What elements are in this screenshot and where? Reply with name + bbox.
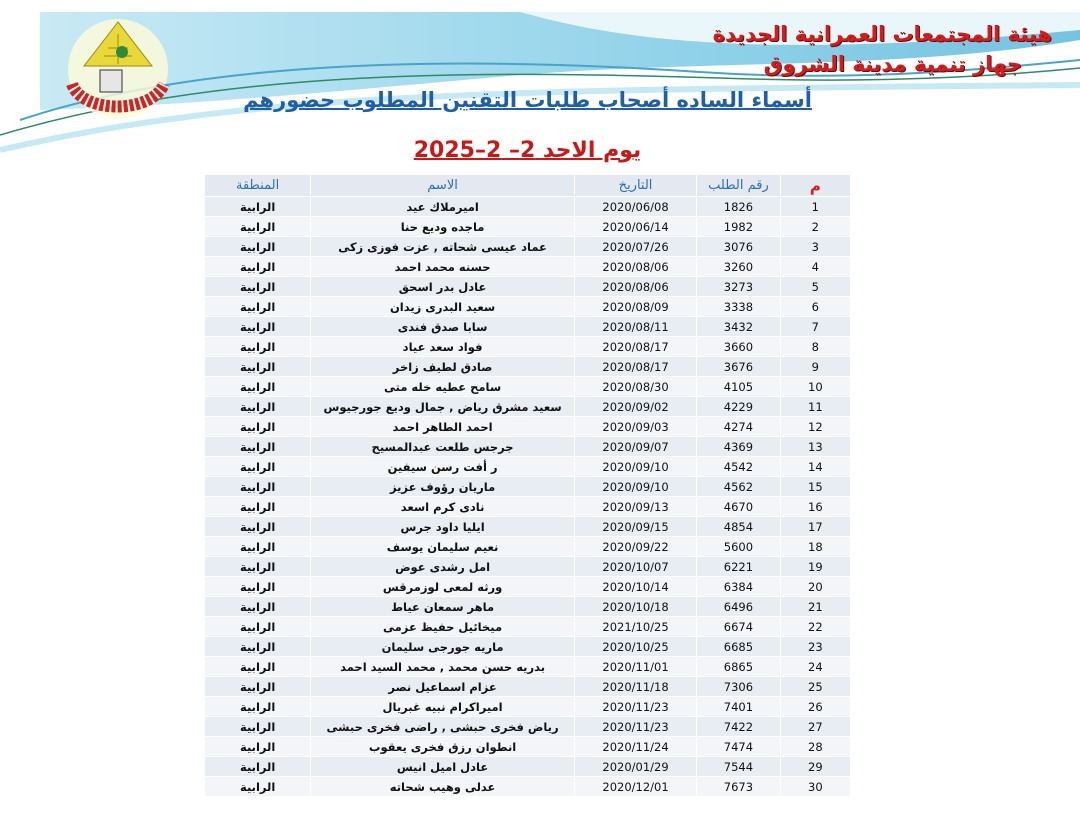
request-number-cell: 6865 <box>697 657 780 677</box>
area-cell: الرابية <box>205 697 311 717</box>
row-index-cell: 7 <box>780 317 850 337</box>
request-date-cell: 2020/06/14 <box>574 217 696 237</box>
applicant-name-cell: عادل بدر اسحق <box>311 277 575 297</box>
applicant-name-cell: سعيد مشرق رياض , جمال وديع جورجيوس <box>311 397 575 417</box>
row-index-cell: 9 <box>780 357 850 377</box>
row-index-cell: 13 <box>780 437 850 457</box>
area-cell: الرابية <box>205 217 311 237</box>
applicant-name-cell: عدلى وهيب شحاته <box>311 777 575 797</box>
applicant-name-cell: ماريه جورجى سليمان <box>311 637 575 657</box>
request-date-cell: 2020/09/10 <box>574 477 696 497</box>
request-date-cell: 2021/10/25 <box>574 617 696 637</box>
table-row <box>205 457 851 477</box>
table-row <box>205 717 851 737</box>
request-number-cell: 7401 <box>697 697 780 717</box>
request-number-cell: 3432 <box>697 317 780 337</box>
request-date-cell: 2020/10/25 <box>574 637 696 657</box>
table-row <box>205 337 851 357</box>
applicant-name-cell: سعيد البدرى زيدان <box>311 297 575 317</box>
request-date-cell: 2020/10/14 <box>574 577 696 597</box>
request-number-cell: 7544 <box>697 757 780 777</box>
request-date-cell: 2020/11/01 <box>574 657 696 677</box>
area-cell: الرابية <box>205 477 311 497</box>
row-index-cell: 28 <box>780 737 850 757</box>
request-date-cell: 2020/08/11 <box>574 317 696 337</box>
request-number-cell: 3660 <box>697 337 780 357</box>
applicant-name-cell: جرجس طلعت عبدالمسيح <box>311 437 575 457</box>
area-cell: الرابية <box>205 457 311 477</box>
request-date-cell: 2020/08/06 <box>574 277 696 297</box>
applicant-name-cell: نادى كرم اسعد <box>311 497 575 517</box>
row-index-cell: 4 <box>780 257 850 277</box>
request-number-cell: 6384 <box>697 577 780 597</box>
applicant-name-cell: ماريان رؤوف عزيز <box>311 477 575 497</box>
table-row <box>205 217 851 237</box>
applicant-name-cell: بدريه حسن محمد , محمد السيد احمد <box>311 657 575 677</box>
row-index-cell: 10 <box>780 377 850 397</box>
area-cell: الرابية <box>205 737 311 757</box>
request-date-cell: 2020/08/17 <box>574 337 696 357</box>
table-row <box>205 377 851 397</box>
table-row <box>205 257 851 277</box>
request-date-cell: 2020/10/18 <box>574 597 696 617</box>
request-number-cell: 1826 <box>697 197 780 217</box>
request-date-cell: 2020/12/01 <box>574 777 696 797</box>
applicants-table <box>204 174 851 797</box>
applicant-name-cell: عزام اسماعيل نصر <box>311 677 575 697</box>
row-index-cell: 21 <box>780 597 850 617</box>
request-number-cell: 5600 <box>697 537 780 557</box>
area-cell: الرابية <box>205 677 311 697</box>
table-row <box>205 777 851 797</box>
table-row <box>205 597 851 617</box>
applicant-name-cell: اميراكرام نبيه غبريال <box>311 697 575 717</box>
request-number-cell: 4670 <box>697 497 780 517</box>
request-number-cell: 4562 <box>697 477 780 497</box>
area-cell: الرابية <box>205 257 311 277</box>
request-number-cell: 4274 <box>697 417 780 437</box>
request-date-cell: 2020/08/30 <box>574 377 696 397</box>
request-number-cell: 3273 <box>697 277 780 297</box>
row-index-cell: 6 <box>780 297 850 317</box>
table-row <box>205 577 851 597</box>
request-date-cell: 2020/09/13 <box>574 497 696 517</box>
row-index-cell: 11 <box>780 397 850 417</box>
area-cell: الرابية <box>205 657 311 677</box>
request-number-cell: 7673 <box>697 777 780 797</box>
request-date-cell: 2020/09/15 <box>574 517 696 537</box>
table-row <box>205 297 851 317</box>
applicant-name-cell: امل رشدى عوض <box>311 557 575 577</box>
row-index-cell: 25 <box>780 677 850 697</box>
row-index-cell: 5 <box>780 277 850 297</box>
applicant-name-cell: فواد سعد عياد <box>311 337 575 357</box>
column-header-date: التاريخ <box>574 175 696 197</box>
area-cell: الرابية <box>205 757 311 777</box>
area-cell: الرابية <box>205 197 311 217</box>
request-number-cell: 3676 <box>697 357 780 377</box>
applicant-name-cell: ماهر سمعان عياط <box>311 597 575 617</box>
row-index-cell: 17 <box>780 517 850 537</box>
table-row <box>205 497 851 517</box>
table-row <box>205 657 851 677</box>
area-cell: الرابية <box>205 437 311 457</box>
request-date-cell: 2020/09/10 <box>574 457 696 477</box>
request-number-cell: 4854 <box>697 517 780 537</box>
request-number-cell: 6221 <box>697 557 780 577</box>
area-cell: الرابية <box>205 597 311 617</box>
applicant-name-cell: ايليا داود جرس <box>311 517 575 537</box>
table-row <box>205 277 851 297</box>
row-index-cell: 26 <box>780 697 850 717</box>
row-index-cell: 23 <box>780 637 850 657</box>
area-cell: الرابية <box>205 517 311 537</box>
row-index-cell: 1 <box>780 197 850 217</box>
table-row <box>205 477 851 497</box>
table-row <box>205 757 851 777</box>
area-cell: الرابية <box>205 417 311 437</box>
request-number-cell: 7422 <box>697 717 780 737</box>
request-date-cell: 2020/01/29 <box>574 757 696 777</box>
row-index-cell: 19 <box>780 557 850 577</box>
row-index-cell: 27 <box>780 717 850 737</box>
row-index-cell: 12 <box>780 417 850 437</box>
page-title: أسماء الساده أصحاب طلبات التقنين المطلوب حضورهم <box>243 88 812 112</box>
table-row <box>205 417 851 437</box>
table-row <box>205 517 851 537</box>
applicant-name-cell: ورثه لمعى لوزمرقس <box>311 577 575 597</box>
table-row <box>205 637 851 657</box>
request-date-cell: 2020/09/02 <box>574 397 696 417</box>
table-row <box>205 617 851 637</box>
area-cell: الرابية <box>205 277 311 297</box>
area-cell: الرابية <box>205 557 311 577</box>
row-index-cell: 24 <box>780 657 850 677</box>
request-number-cell: 4542 <box>697 457 780 477</box>
request-date-cell: 2020/08/09 <box>574 297 696 317</box>
area-cell: الرابية <box>205 317 311 337</box>
table-row <box>205 197 851 217</box>
area-cell: الرابية <box>205 637 311 657</box>
applicant-name-cell: سابا صدق فندى <box>311 317 575 337</box>
session-date: يوم الاحد 2– 2–2025 <box>413 138 642 163</box>
organization-branch: جهاز تنمية مدينة الشروق <box>763 52 1022 76</box>
request-date-cell: 2020/10/07 <box>574 557 696 577</box>
area-cell: الرابية <box>205 297 311 317</box>
area-cell: الرابية <box>205 397 311 417</box>
applicant-name-cell: حسنه محمد احمد <box>311 257 575 277</box>
area-cell: الرابية <box>205 497 311 517</box>
table-row <box>205 737 851 757</box>
applicant-name-cell: عماد عيسى شحاته , عزت فوزى زكى <box>311 237 575 257</box>
applicant-name-cell: نعيم سليمان يوسف <box>311 537 575 557</box>
column-header-request-number: رقم الطلب <box>697 175 780 197</box>
applicant-name-cell: اميرملاك عيد <box>311 197 575 217</box>
request-number-cell: 4105 <box>697 377 780 397</box>
area-cell: الرابية <box>205 537 311 557</box>
request-date-cell: 2020/11/24 <box>574 737 696 757</box>
table-row <box>205 317 851 337</box>
request-date-cell: 2020/07/26 <box>574 237 696 257</box>
area-cell: الرابية <box>205 617 311 637</box>
request-date-cell: 2020/08/06 <box>574 257 696 277</box>
request-date-cell: 2020/09/03 <box>574 417 696 437</box>
request-number-cell: 6685 <box>697 637 780 657</box>
request-number-cell: 6674 <box>697 617 780 637</box>
applicant-name-cell: رياض فخرى حبشى , راضى فخرى حبشى <box>311 717 575 737</box>
row-index-cell: 2 <box>780 217 850 237</box>
request-number-cell: 1982 <box>697 217 780 237</box>
area-cell: الرابية <box>205 577 311 597</box>
applicant-name-cell: احمد الطاهر احمد <box>311 417 575 437</box>
request-number-cell: 4229 <box>697 397 780 417</box>
request-date-cell: 2020/11/23 <box>574 717 696 737</box>
column-header-name: الاسم <box>311 175 575 197</box>
area-cell: الرابية <box>205 237 311 257</box>
request-date-cell: 2020/09/22 <box>574 537 696 557</box>
applicant-name-cell: ميخائيل حفيظ عزمى <box>311 617 575 637</box>
area-cell: الرابية <box>205 337 311 357</box>
table-row <box>205 357 851 377</box>
applicant-name-cell: انطوان رزق فخرى يعقوب <box>311 737 575 757</box>
request-number-cell: 3338 <box>697 297 780 317</box>
row-index-cell: 29 <box>780 757 850 777</box>
area-cell: الرابية <box>205 777 311 797</box>
table-row <box>205 557 851 577</box>
row-index-cell: 15 <box>780 477 850 497</box>
applicant-name-cell: صادق لطيف زاخر <box>311 357 575 377</box>
request-number-cell: 6496 <box>697 597 780 617</box>
request-number-cell: 4369 <box>697 437 780 457</box>
row-index-cell: 30 <box>780 777 850 797</box>
column-header-index: م <box>780 175 850 197</box>
table-row <box>205 677 851 697</box>
row-index-cell: 20 <box>780 577 850 597</box>
applicant-name-cell: سامح عطيه خله متى <box>311 377 575 397</box>
request-date-cell: 2020/08/17 <box>574 357 696 377</box>
request-number-cell: 7306 <box>697 677 780 697</box>
row-index-cell: 8 <box>780 337 850 357</box>
area-cell: الرابية <box>205 717 311 737</box>
area-cell: الرابية <box>205 377 311 397</box>
area-cell: الرابية <box>205 357 311 377</box>
applicant-name-cell: عادل اميل انيس <box>311 757 575 777</box>
column-header-area: المنطقة <box>205 175 311 197</box>
request-date-cell: 2020/11/23 <box>574 697 696 717</box>
row-index-cell: 14 <box>780 457 850 477</box>
row-index-cell: 16 <box>780 497 850 517</box>
table-row <box>205 697 851 717</box>
table-row <box>205 437 851 457</box>
request-date-cell: 2020/11/18 <box>574 677 696 697</box>
row-index-cell: 22 <box>780 617 850 637</box>
request-number-cell: 3260 <box>697 257 780 277</box>
request-date-cell: 2020/06/08 <box>574 197 696 217</box>
table-row <box>205 537 851 557</box>
table-row <box>205 397 851 417</box>
request-number-cell: 3076 <box>697 237 780 257</box>
row-index-cell: 3 <box>780 237 850 257</box>
organization-name: هيئة المجتمعات العمرانية الجديدة <box>712 22 1052 46</box>
applicant-name-cell: ماجده وديع حنا <box>311 217 575 237</box>
applicant-name-cell: ر أفت رسن سيفين <box>311 457 575 477</box>
request-number-cell: 7474 <box>697 737 780 757</box>
request-date-cell: 2020/09/07 <box>574 437 696 457</box>
row-index-cell: 18 <box>780 537 850 557</box>
table-row <box>205 237 851 257</box>
table-header-row <box>205 175 851 197</box>
